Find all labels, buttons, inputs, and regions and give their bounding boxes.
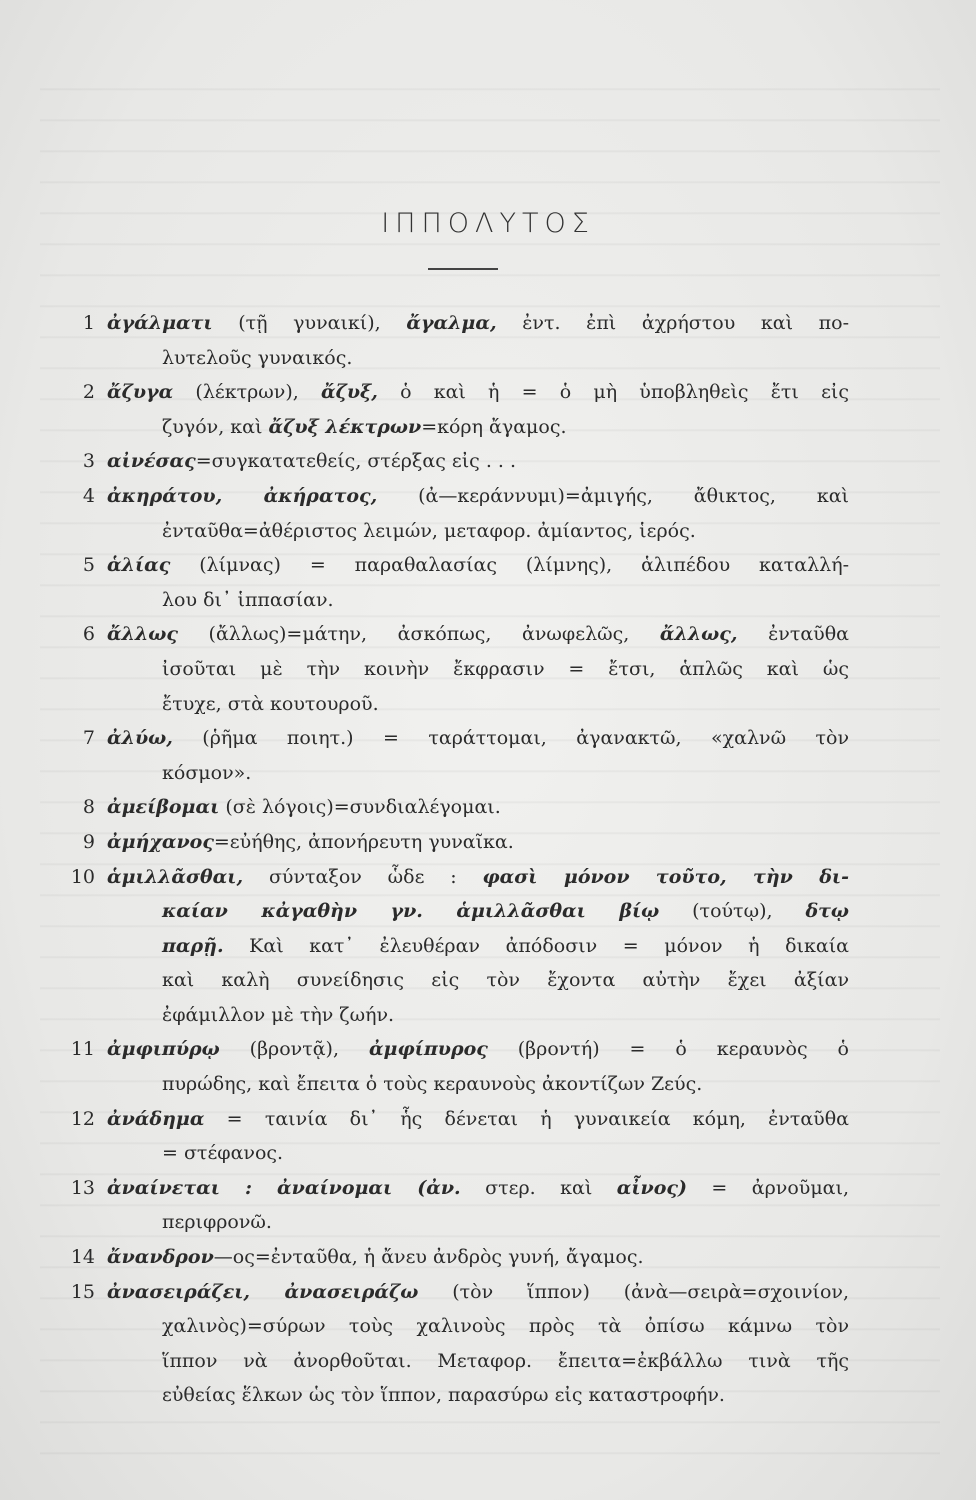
- glossary-entry: [0, 548, 976, 617]
- entry-line: [0, 1102, 849, 1137]
- entry-line: [0, 756, 976, 791]
- entry-number: 8: [82, 796, 95, 819]
- definition-text: λου δι᾽ ἱππασίαν.: [162, 588, 334, 611]
- definition-text: =κόρη ἄγαμος.: [421, 415, 567, 438]
- definition-text: =συγκατατεθείς, στέρξας εἰς . . .: [195, 450, 517, 473]
- definition-text: Καὶ κατ᾽ ἐλευθέραν ἀπόδοσιν = μόνον ἡ δικαία: [223, 934, 849, 957]
- entry-number: 2: [82, 381, 95, 404]
- definition-text: καὶ καλὴ συνείδησις εἰς τὸν ἔχοντα αὐτὴν ἔχει ἀξίαν: [162, 969, 849, 992]
- definition-text: (λέκτρων),: [173, 381, 321, 404]
- entry-line: [0, 444, 976, 479]
- glossary-entry: [0, 790, 976, 825]
- lemma-text: ἀμφιπύρῳ: [107, 1038, 220, 1061]
- definition-text: (βροντή) = ὁ κεραυνὸς ὁ: [487, 1038, 849, 1061]
- entry-number: 5: [82, 554, 95, 577]
- definition-text: = ἀρνοῦμαι,: [686, 1176, 850, 1199]
- glossary-entry: [0, 444, 976, 479]
- entry-line: [0, 825, 976, 860]
- lemma-text: ἁλίας: [107, 554, 171, 577]
- definition-text: ἐντ. ἐπὶ ἀχρήστου καὶ πο-: [496, 312, 849, 334]
- lemma-text: ἄνανδρον: [107, 1246, 214, 1269]
- definition-text: = ταινία δι᾽ ἧς δένεται ἡ γυναικεία κόμη, ἐνταῦθα: [204, 1107, 849, 1130]
- definition-text: ἵππον νὰ ἀνορθοῦται. Μεταφορ. ἔπειτα=ἐκβάλλω τινὰ τῆς: [162, 1349, 849, 1372]
- lemma-text: ἀμείβομαι: [107, 796, 220, 819]
- entry-line: [0, 998, 976, 1033]
- entry-line: [0, 1240, 976, 1275]
- lemma-text: φασὶ μόνον τοῦτο, τὴν δι-: [482, 865, 849, 888]
- entry-number: 11: [70, 1038, 95, 1061]
- entry-number: 6: [82, 623, 95, 646]
- definition-text: χαλινὸς)=σύρων τοὺς χαλινοὺς πρὸς τὰ ὀπίσω κάμνω τὸν: [162, 1315, 849, 1338]
- entry-line: [0, 860, 849, 895]
- entry-line: [0, 548, 849, 583]
- entry-line: [0, 1067, 976, 1102]
- definition-text: εὐθείας ἕλκων ὡς τὸν ἵππον, παρασύρω εἰς καταστροφήν.: [162, 1384, 725, 1407]
- glossary-entry: [0, 1102, 976, 1171]
- lemma-text: ἄζυγα: [107, 381, 174, 404]
- definition-text: (σὲ λόγοις)=συνδιαλέγομαι.: [219, 796, 501, 819]
- glossary-entry: [0, 1171, 976, 1240]
- definition-text: (ἀ—κεράννυμι)=ἀμιγής, ἄθικτος, καὶ: [377, 484, 849, 507]
- lemma-text: ἄλλως: [107, 623, 178, 646]
- entry-line: [0, 1309, 849, 1344]
- entry-number: 7: [82, 727, 95, 750]
- entry-line: [0, 894, 849, 929]
- entry-line: [0, 583, 976, 618]
- entry-line: [0, 790, 976, 825]
- definition-text: πυρώδης, καὶ ἔπειτα ὁ τοὺς κεραυνοὺς ἀκοντίζων Ζεύς.: [162, 1073, 703, 1096]
- entry-line: [0, 479, 849, 514]
- title-rule: [428, 268, 498, 270]
- entry-line: [0, 306, 849, 341]
- entry-line: [0, 1171, 849, 1206]
- entry-line: [0, 514, 976, 549]
- entry-number: 12: [70, 1107, 95, 1130]
- lemma-text: ἄζυξ λέκτρων: [268, 415, 422, 438]
- entry-line: [0, 1344, 849, 1379]
- lemma-text: ἀλύω,: [107, 727, 173, 750]
- lemma-text: ἀγάλματι: [107, 312, 213, 334]
- lemma-text: αἶνος): [616, 1176, 687, 1199]
- definition-text: (ῥῆμα ποιητ.) = ταράττομαι, ἀγανακτῶ, «χαλνῶ τὸν: [172, 727, 849, 750]
- entry-line: [0, 410, 976, 445]
- entry-line: [0, 963, 849, 998]
- lemma-text: παρῇ.: [162, 934, 224, 957]
- glossary-entry: [0, 825, 976, 860]
- definition-text: =εὐήθης, ἀπονήρευτη γυναῖκα.: [213, 830, 514, 853]
- lemma-text: ἁμιλλᾶσθαι,: [107, 865, 244, 888]
- entry-line: [0, 375, 849, 410]
- entry-number: 15: [70, 1280, 95, 1303]
- definition-text: ἐφάμιλλον μὲ τὴν ζωήν.: [162, 1003, 395, 1026]
- glossary-entry: [0, 479, 976, 548]
- entry-line: [0, 721, 849, 756]
- lemma-text: αἰνέσας: [107, 450, 196, 473]
- entry-line: [0, 1032, 849, 1067]
- lemma-text: ἄζυξ,: [320, 381, 378, 404]
- definition-text: (τούτῳ),: [659, 900, 806, 923]
- definition-text: (λίμνας) = παραθαλασίας (λίμνης), ἁλιπέδου καταλλή-: [170, 554, 849, 577]
- entry-line: [0, 1275, 849, 1310]
- glossary-entry: [0, 721, 976, 790]
- lemma-text: ἀκηράτου, ἀκήρατος,: [107, 484, 378, 507]
- lemma-text: δτῳ: [805, 900, 849, 923]
- page-title: ΙΠΠΟΛΥΤΟΣ: [381, 208, 595, 239]
- lemma-text: ἀνασειράζει, ἀνασειράζω: [107, 1280, 419, 1303]
- entry-line: [0, 929, 849, 964]
- entry-line: [0, 1136, 976, 1171]
- entry-number: 1: [82, 312, 95, 334]
- lemma-text: ἀμήχανος: [107, 830, 214, 853]
- definition-text: ἐνταῦθα: [737, 623, 849, 646]
- entry-number: 14: [70, 1246, 95, 1269]
- entry-line: [0, 617, 849, 652]
- definition-text: ζυγόν, καὶ: [162, 415, 269, 438]
- definition-text: —ος=ἐνταῦθα, ἡ ἄνευ ἀνδρὸς γυνή, ἄγαμος.: [213, 1246, 644, 1269]
- entry-line: [0, 652, 849, 687]
- definition-text: κόσμον».: [162, 761, 252, 784]
- glossary-entry: [0, 1275, 976, 1413]
- definition-text: ὁ καὶ ἡ = ὁ μὴ ὑποβληθεὶς ἔτι εἰς: [377, 381, 849, 404]
- definition-text: (βροντᾷ),: [219, 1038, 369, 1061]
- entry-number: 3: [82, 450, 95, 473]
- entry-line: [0, 687, 976, 722]
- glossary-entry: [0, 860, 976, 1033]
- glossary-entry: [0, 617, 976, 721]
- lemma-text: καίαν κἀγαθὴν γν. ἁμιλλᾶσθαι βίῳ: [162, 900, 660, 923]
- definition-text: στερ. καὶ: [460, 1176, 617, 1199]
- entry-line: [0, 341, 976, 376]
- definition-text: ἔτυχε, στὰ κουτουροῦ.: [162, 692, 379, 715]
- entry-number: 10: [70, 865, 95, 888]
- glossary-entry: [0, 306, 976, 375]
- lemma-text: ἄλλως,: [659, 623, 738, 646]
- glossary-entries: [0, 306, 976, 1413]
- entry-number: 4: [82, 484, 95, 507]
- definition-text: = στέφανος.: [162, 1142, 284, 1165]
- definition-text: (τῇ γυναικί),: [212, 312, 407, 334]
- glossary-entry: [0, 375, 976, 444]
- entry-line: [0, 1205, 976, 1240]
- entry-line: [0, 1378, 976, 1413]
- entry-number: 13: [70, 1176, 95, 1199]
- lemma-text: ἀναίνεται : ἀναίνομαι (ἀν.: [107, 1176, 461, 1199]
- glossary-entry: [0, 1240, 976, 1275]
- entry-number: 9: [82, 830, 95, 853]
- definition-text: σύνταξον ὧδε :: [243, 865, 483, 888]
- glossary-entry: [0, 1032, 976, 1101]
- definition-text: ἰσοῦται μὲ τὴν κοινὴν ἔκφρασιν = ἔτσι, ἁπλῶς καὶ ὡς: [162, 657, 849, 680]
- lemma-text: ἀμφίπυρος: [368, 1038, 488, 1061]
- definition-text: (ἄλλως)=μάτην, ἀσκόπως, ἀνωφελῶς,: [177, 623, 660, 646]
- definition-text: λυτελοῦς γυναικός.: [162, 346, 353, 369]
- definition-text: περιφρονῶ.: [162, 1211, 272, 1234]
- lemma-text: ἀνάδημα: [107, 1107, 205, 1130]
- lemma-text: ἄγαλμα,: [406, 312, 497, 334]
- definition-text: ἐνταῦθα=ἀθέριστος λειμών, μεταφορ. ἀμίαντος, ἱερός.: [162, 519, 696, 542]
- definition-text: (τὸν ἵππον) (ἀνὰ—σειρὰ=σχοινίον,: [418, 1280, 849, 1303]
